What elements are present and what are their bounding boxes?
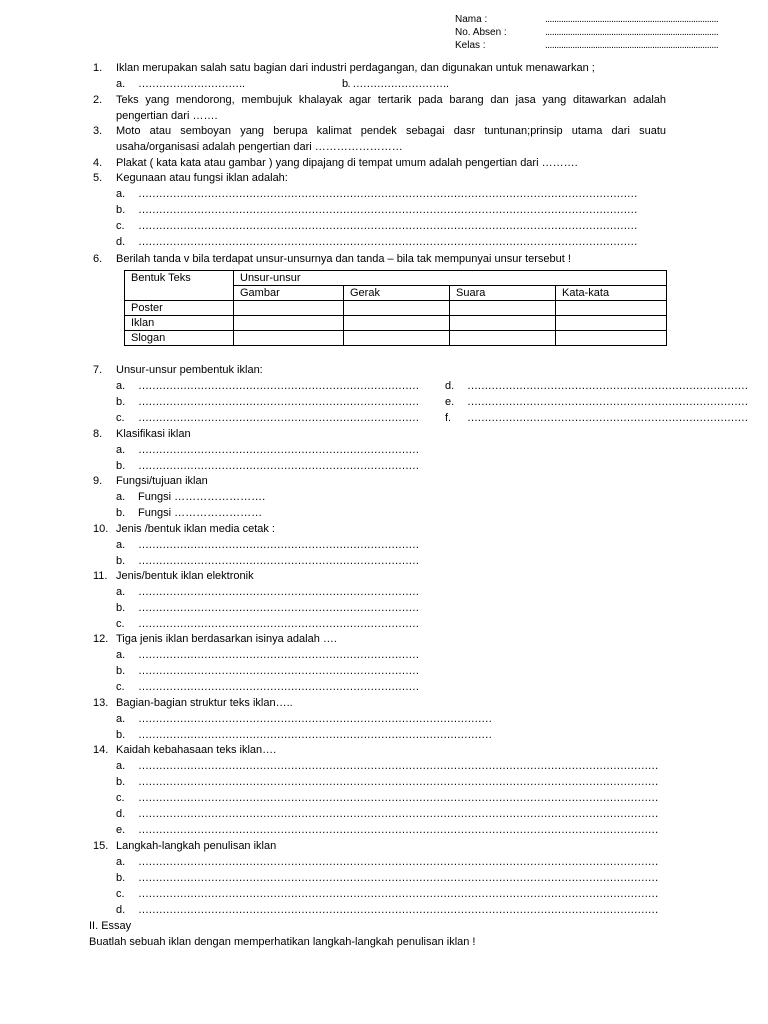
student-info-header [455,13,719,52]
answer-line[interactable] [116,539,419,551]
table-header-row [125,271,667,286]
answer-letter: a. [116,586,126,598]
answer-line[interactable] [116,824,658,836]
answer-dots: …………………………………………………………………………………………………………………………………… [138,792,659,804]
answer-dots: …………………………………………………………………………………………………………………………………… [138,808,659,820]
table-row [125,301,667,316]
answer-dots: Fungsi …………………… [138,507,263,519]
answer-line[interactable] [116,713,492,725]
answer-line[interactable] [445,380,748,392]
answer-line[interactable] [116,681,419,693]
answer-dots: ……………………………………………………………………………………………………………………………… [138,220,638,232]
question-6 [93,253,571,265]
question-text: Kegunaan atau fungsi iklan adalah: [116,172,288,184]
table-cell[interactable] [344,331,450,346]
answer-line[interactable] [116,507,262,519]
answer-line[interactable] [116,665,419,677]
answer-letter: a. [116,444,126,456]
answer-dots: Fungsi ……………………. [138,491,266,503]
answer-letter: c. [116,792,125,804]
answer-line[interactable] [116,78,244,90]
name-field[interactable] [455,13,719,26]
answer-letter: a. [116,539,126,551]
answer-line[interactable] [116,460,419,472]
answer-letter: b. [116,602,126,614]
table-header-cell: Suara [450,286,556,301]
answer-line[interactable] [116,808,658,820]
question-text: Klasifikasi iklan [116,428,191,440]
question-text: Jenis /bentuk iklan media cetak : [116,523,275,535]
question-12 [93,633,337,645]
question-13 [93,697,293,709]
answer-letter: a. [116,188,126,200]
answer-line[interactable] [116,602,419,614]
answer-letter: b. [116,665,126,677]
answer-line[interactable] [445,412,748,424]
kelas-field[interactable] [455,39,719,52]
answer-letter: b. [116,204,126,216]
question-number: 8. [93,428,103,440]
answer-dots: …………………………………………………………………………………………………………………………………… [138,888,659,900]
essay-instruction: Buatlah sebuah iklan dengan memperhatikan langkah-langkah penulisan iklan ! [89,936,476,948]
question-text: Fungsi/tujuan iklan [116,475,208,487]
question-text: Berilah tanda v bila terdapat unsur-unsurnya dan tanda – bila tak mempunyai unsur tersebut ! [116,253,571,265]
answer-line[interactable] [116,396,419,408]
table-row [125,331,667,346]
question-11 [93,570,254,582]
answer-line[interactable] [116,380,419,392]
absen-field[interactable] [455,26,719,39]
answer-dots: ……………………………………………………………………… [467,412,748,424]
answer-line[interactable] [116,491,265,503]
answer-letter: b. [116,396,126,408]
answer-letter: e. [445,396,455,408]
answer-letter: d. [116,904,126,916]
question-number: 14. [93,744,109,756]
answer-dots: ……………………………………………………………………… [138,380,419,392]
question-8 [93,428,191,440]
question-text: Tiga jenis iklan berdasarkan isinya adalah …. [116,633,337,645]
answer-dots: …………………………………………………………………………………………………………………………………… [138,760,659,772]
answer-dots: …………………………………………………………………………………………………………………………………… [138,776,659,788]
answer-dots: ……………………………………………………………………………………………………………………………… [138,188,638,200]
name-label: Nama : [455,14,488,25]
absen-label: No. Absen : [455,27,507,38]
question-number: 13. [93,697,109,709]
table-header-cell: Gambar [234,286,344,301]
kelas-label: Kelas : [455,40,486,51]
question-number: 2. [93,94,103,106]
question-number: 9. [93,475,103,487]
answer-dots: ……………………………………………………………………… [138,539,419,551]
question-number: 1. [93,62,103,74]
question-1 [93,62,595,74]
answer-letter: a. [116,491,126,503]
answer-dots: ……………………………………………………………………… [138,555,419,567]
answer-line[interactable] [116,729,492,741]
answer-line[interactable] [116,555,419,567]
table-cell[interactable] [556,316,667,331]
answer-letter: b. [116,776,126,788]
question-text: Moto atau semboyan yang berupa kalimat pendek sebagai dasr tuntunan;prinsip utama dari suatu [116,125,666,137]
answer-dots: ……………………………………………………………………………………………………………………………… [138,204,638,216]
table-cell[interactable] [344,301,450,316]
answer-dots: ……………………………………………………………………… [467,396,748,408]
answer-line[interactable] [116,586,419,598]
answer-letter: b. [116,507,126,519]
answer-dots: ……………………………………………………………………… [138,618,419,630]
essay-title: II. Essay [89,920,132,932]
answer-dots: …………………………………………………………………………………………………………………………………… [138,904,659,916]
answer-line[interactable] [116,188,648,200]
question-3 [93,125,116,137]
table-cell[interactable] [234,301,344,316]
answer-letter: c. [116,681,125,693]
question-9 [93,475,208,487]
answer-line[interactable] [116,618,419,630]
answer-dots: …………………………. [138,78,245,90]
table-row [125,316,667,331]
row-label: Poster [125,301,234,316]
question-7 [93,364,263,376]
question-2 [93,94,116,106]
question-text: Unsur-unsur pembentuk iklan: [116,364,263,376]
answer-letter: c. [116,412,125,424]
question-text: Jenis/bentuk iklan elektronik [116,570,254,582]
table-cell[interactable] [344,316,450,331]
table-cell[interactable] [556,331,667,346]
answer-dots: ……………………………………………………………………… [138,444,419,456]
answer-letter: a. [116,713,126,725]
answer-letter: a. [116,760,126,772]
answer-dots: ……………………………………………………………………… [467,380,748,392]
question-number: 3. [93,125,103,137]
answer-letter: b. [116,555,126,567]
answer-letter: d. [445,380,455,392]
question-5 [93,172,288,184]
table-header-cell: Unsur-unsur [234,271,667,286]
absen-dots: ............................................................................ [545,27,719,38]
answer-line[interactable] [116,444,419,456]
question-10 [93,523,275,535]
answer-letter: e. [116,824,126,836]
answer-line[interactable] [116,904,659,916]
question-number: 11. [93,570,108,582]
kelas-dots: ............................................................................ [545,40,719,51]
question-text: Iklan merupakan salah satu bagian dari industri perdagangan, dan digunakan untuk menawarkan ; [116,62,595,74]
answer-line[interactable] [116,888,659,900]
answer-letter: c. [116,220,125,232]
answer-dots: ……………………………………………………………………… [138,681,419,693]
answer-dots: ……………………………………………………………………… [138,649,419,661]
answer-letter: a. [116,78,126,90]
name-dots: ............................................................................ [545,14,719,25]
answer-dots: ……………………………………………………………………… [138,586,419,598]
answer-letter: c. [116,618,125,630]
row-label: Iklan [125,316,234,331]
question-number: 6. [93,253,103,265]
answer-line[interactable] [116,220,648,232]
answer-line[interactable] [116,204,648,216]
question-number: 15. [93,840,109,852]
table-header-cell: Gerak [344,286,450,301]
answer-line[interactable] [116,872,659,884]
table-cell[interactable] [450,301,556,316]
answer-letter: b. [116,872,126,884]
answer-line[interactable] [116,792,658,804]
answer-dots: b. ………………………. [342,78,449,90]
answer-letter: c. [116,888,125,900]
question-text: usaha/organisasi adalah pengertian dari …………………… [116,141,403,153]
answer-letter: a. [116,856,126,868]
answer-dots: ……………………………………………………………………… [138,602,419,614]
answer-dots: ……………………………………………………………………… [138,396,419,408]
answer-letter: a. [116,649,126,661]
answer-line[interactable] [342,78,449,90]
question-15 [93,840,276,852]
answer-dots: …………………………………………………………………………………………………………………………………… [138,872,659,884]
question-text: pengertian dari ……. [116,110,218,122]
answer-dots: …………………………………………………………………………………………………………………………………… [138,824,659,836]
table-cell[interactable] [556,301,667,316]
answer-dots: ……………………………………………………………………… [138,412,419,424]
answer-letter: d. [116,808,126,820]
question-number: 7. [93,364,103,376]
answer-line[interactable] [116,412,419,424]
row-label: Slogan [125,331,234,346]
table-cell[interactable] [234,331,344,346]
answer-letter: f. [445,412,452,424]
answer-dots: ……………………………………………………………………… [138,665,419,677]
answer-letter: a. [116,380,126,392]
answer-letter: b. [116,460,126,472]
answer-line[interactable] [116,760,658,772]
question-text: Bagian-bagian struktur teks iklan….. [116,697,293,709]
question-number: 5. [93,172,103,184]
question-text: Teks yang mendorong, membujuk khalayak agar tertarik pada barang dan jasa yang ditawarkan adalah [116,94,666,106]
table-cell[interactable] [450,316,556,331]
question-text: Plakat ( kata kata atau gambar ) yang dipajang di tempat umum adalah pengertian dari ………. [116,157,578,169]
question-14 [93,744,276,756]
answer-line[interactable] [116,776,658,788]
question-number: 4. [93,157,103,169]
question-text: Kaidah kebahasaan teks iklan…. [116,744,277,756]
answer-letter: b. [116,729,126,741]
answer-line[interactable] [445,396,748,408]
table-header-cell: Bentuk Teks [125,271,234,301]
answer-dots: ………………………………………………………………………………………… [138,713,492,725]
question-number: 10. [93,523,109,535]
elements-table [124,270,667,346]
question-4 [93,157,578,169]
table-cell[interactable] [234,316,344,331]
answer-line[interactable] [116,236,648,248]
answer-dots: …………………………………………………………………………………………………………………………………… [138,856,659,868]
table-header-cell: Kata-kata [556,286,667,301]
answer-line[interactable] [116,856,659,868]
table-cell[interactable] [450,331,556,346]
answer-dots: ……………………………………………………………………………………………………………………………… [138,236,638,248]
answer-dots: ……………………………………………………………………… [138,460,419,472]
answer-dots: ………………………………………………………………………………………… [138,729,492,741]
answer-line[interactable] [116,649,419,661]
question-number: 12. [93,633,109,645]
question-text: Langkah-langkah penulisan iklan [116,840,277,852]
answer-letter: d. [116,236,126,248]
